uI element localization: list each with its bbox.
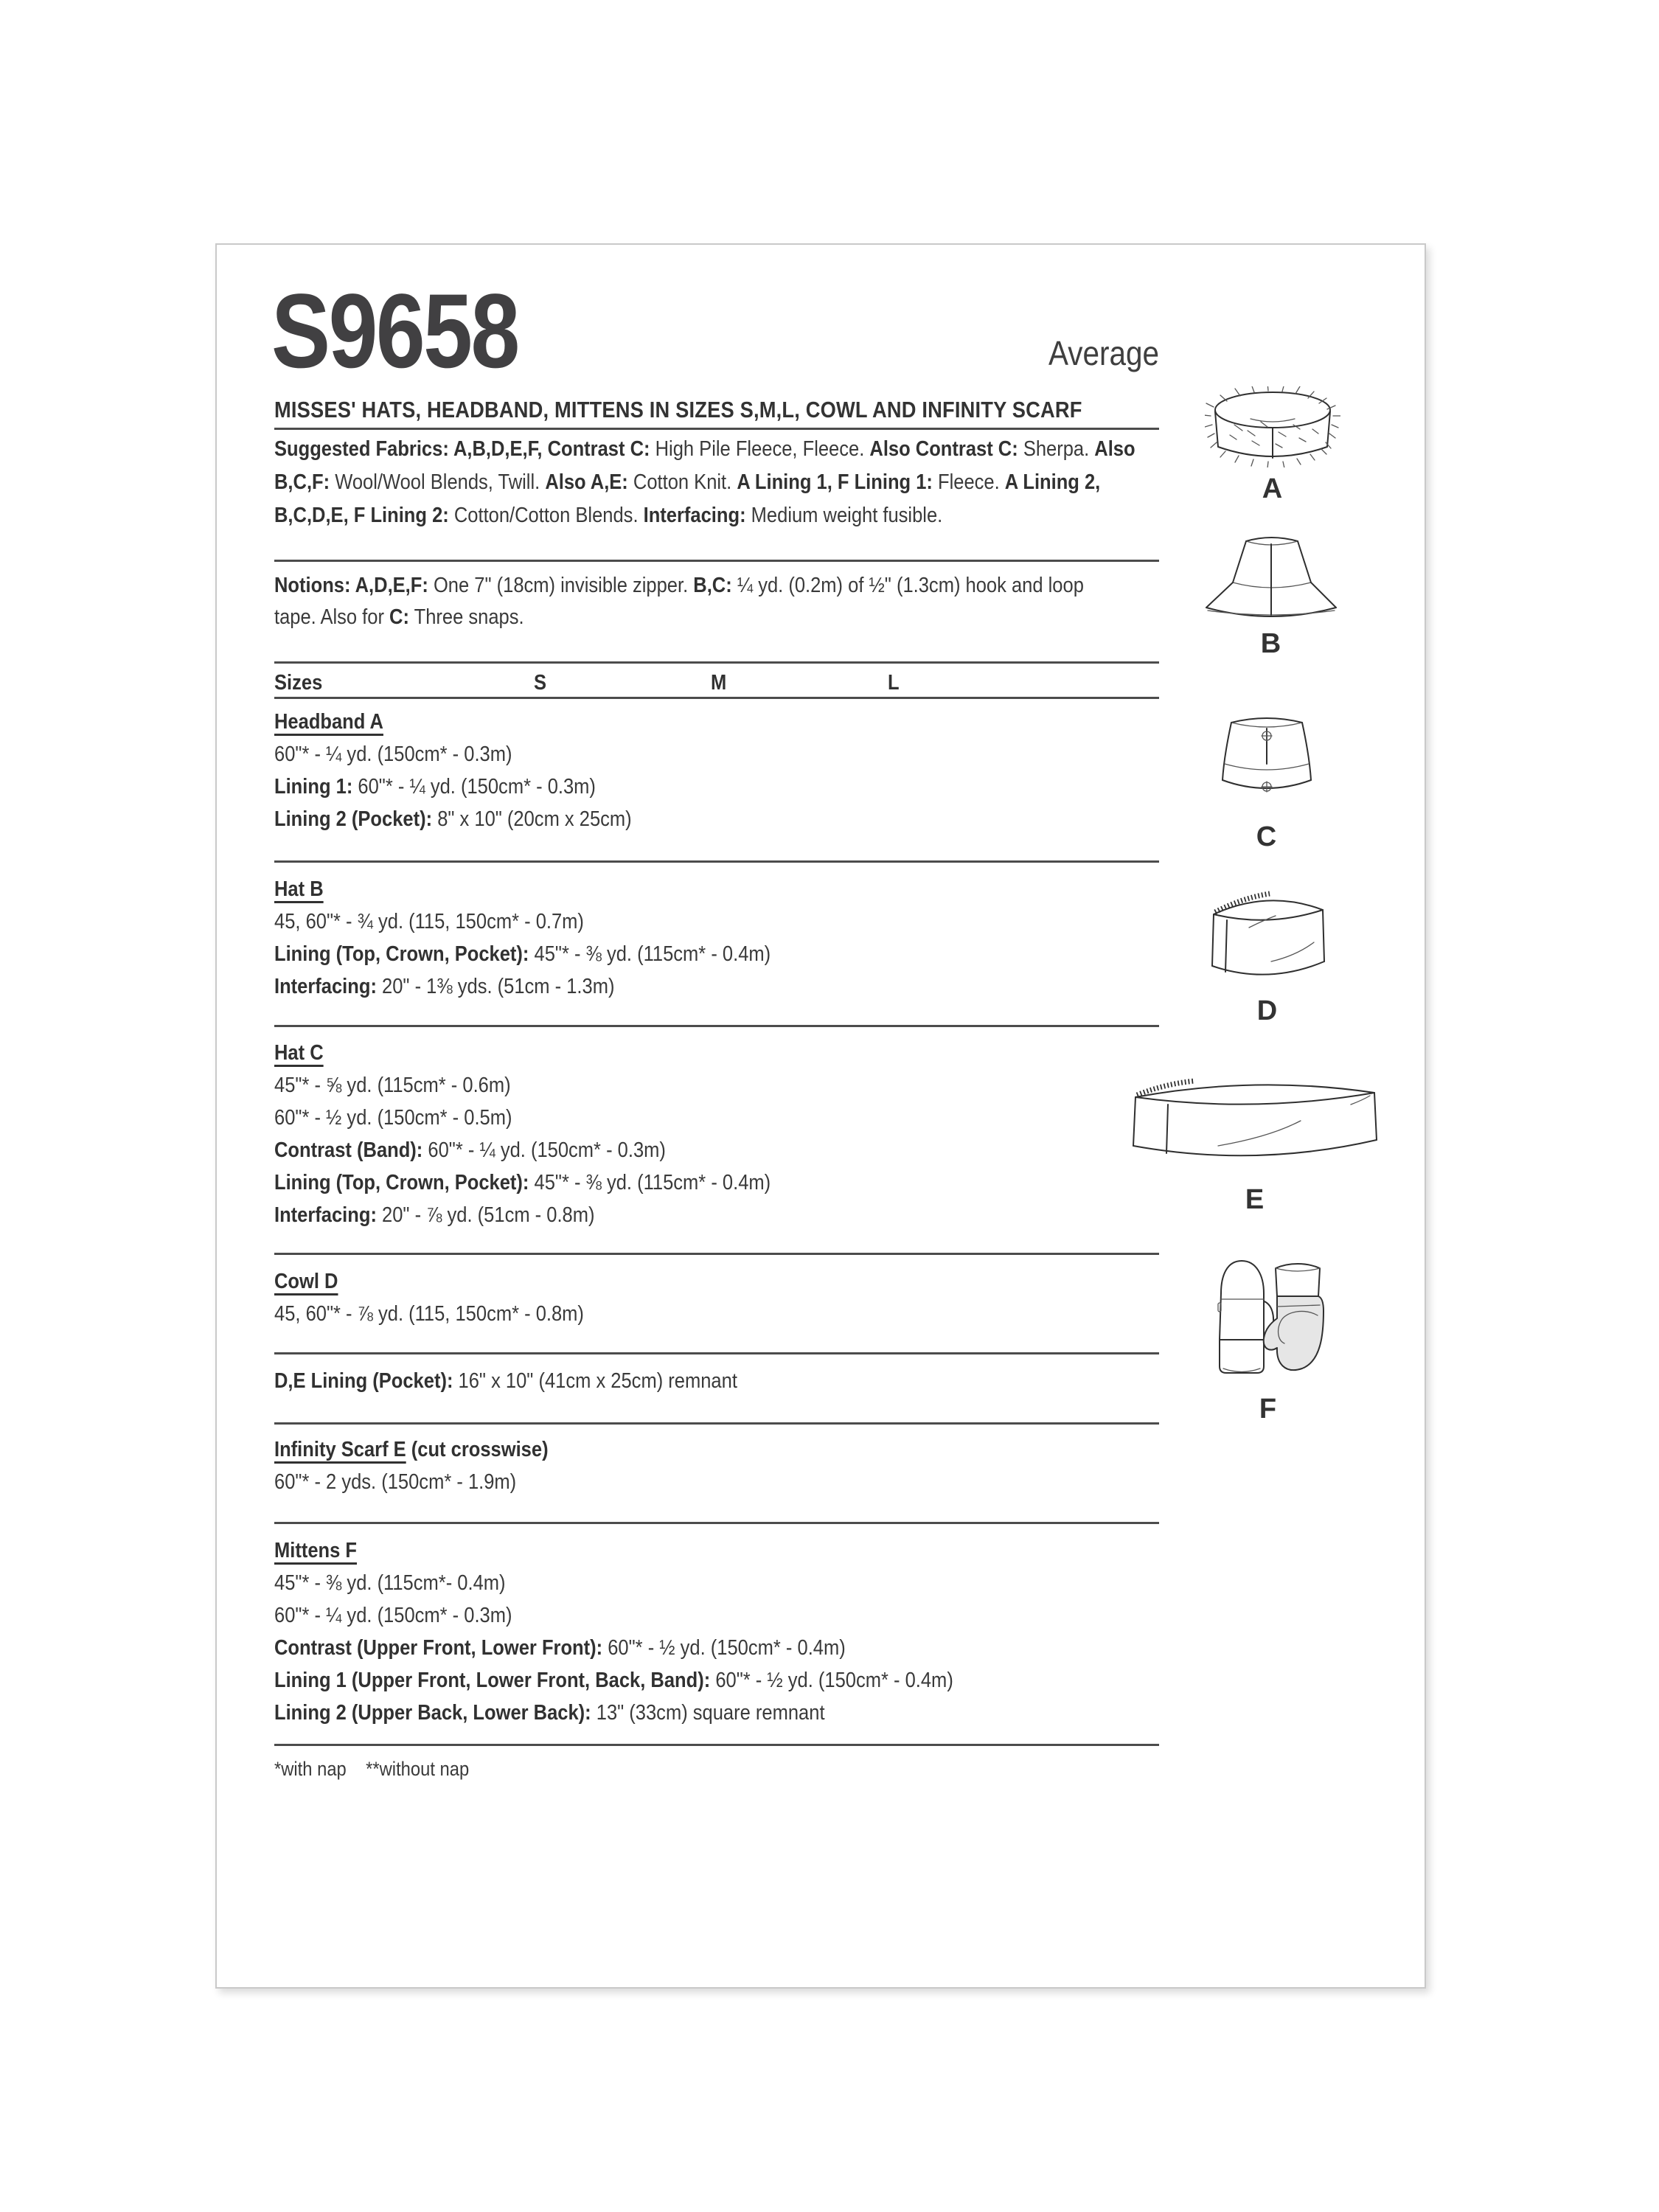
- notions-line: Notions: A,D,E,F: One 7" (18cm) invisible zipper. B,C: ¼ yd. (0.2m) of ½" (1.3cm) hook and loop: [274, 574, 1084, 597]
- suggested-fabrics-line: Suggested Fabrics: A,B,D,E,F, Contrast C: High Pile Fleece, Fleece. Also Contrast C: Sherpa. Also: [274, 437, 1135, 461]
- figure-e-label: E: [1245, 1184, 1265, 1215]
- section-title: Hat B: [274, 877, 324, 901]
- yardage-line: 60"* - 2 yds. (150cm* - 1.9m): [274, 1470, 517, 1494]
- figure-view-a: [1205, 386, 1340, 505]
- figure-view-e: [1130, 1075, 1380, 1216]
- pattern-number: S9658: [271, 273, 518, 390]
- notions-line: tape. Also for C: Three snaps.: [274, 605, 524, 629]
- size-column-m: M: [711, 671, 727, 695]
- yardage-line: 60"* - ¼ yd. (150cm* - 0.3m): [274, 1604, 512, 1627]
- section-title: Infinity Scarf E (cut crosswise): [274, 1438, 549, 1461]
- divider-rule: [274, 1522, 1159, 1524]
- pattern-envelope-back: [215, 243, 1426, 1989]
- yardage-line: 45"* - ⅜ yd. (115cm*- 0.4m): [274, 1571, 506, 1595]
- yardage-line: 45, 60"* - ¾ yd. (115, 150cm* - 0.7m): [274, 910, 584, 933]
- figure-b-label: B: [1260, 628, 1282, 659]
- yardage-line: 45, 60"* - ⅞ yd. (115, 150cm* - 0.8m): [274, 1302, 584, 1326]
- yardage-line: 60"* - ¼ yd. (150cm* - 0.3m): [274, 742, 512, 766]
- yardage-line: Interfacing: 20" - 1⅜ yds. (51cm - 1.3m): [274, 975, 615, 998]
- yardage-line: Lining (Top, Crown, Pocket): 45"* - ⅜ yd. (115cm* - 0.4m): [274, 1171, 771, 1194]
- yardage-line: Interfacing: 20" - ⅞ yd. (51cm - 0.8m): [274, 1203, 595, 1227]
- yardage-line: Contrast (Band): 60"* - ¼ yd. (150cm* - 0.3m): [274, 1138, 666, 1162]
- divider-rule: [274, 1025, 1159, 1027]
- yardage-line: D,E Lining (Pocket): 16" x 10" (41cm x 25cm) remnant: [274, 1369, 737, 1393]
- section-title: Hat C: [274, 1041, 324, 1065]
- divider-rule: [274, 860, 1159, 863]
- size-column-l: L: [888, 671, 900, 695]
- snap-icon: [1262, 731, 1272, 741]
- divider-rule: [274, 560, 1159, 562]
- divider-rule: [274, 661, 1159, 664]
- figure-c-label: C: [1256, 821, 1278, 852]
- infinity-scarf-illustration: [1130, 1075, 1380, 1165]
- yardage-line: Lining 1 (Upper Front, Lower Front, Back, Band): 60"* - ½ yd. (150cm* - 0.4m): [274, 1669, 953, 1692]
- sizes-label: Sizes: [274, 671, 323, 695]
- figure-f-label: F: [1259, 1394, 1278, 1425]
- snap-icon: [1262, 782, 1272, 792]
- section-title: Cowl D: [274, 1270, 338, 1293]
- figure-view-c: [1208, 711, 1326, 853]
- yardage-line: 45"* - ⅝ yd. (115cm* - 0.6m): [274, 1074, 511, 1097]
- section-title: Headband A: [274, 710, 383, 734]
- yardage-line: Lining 1: 60"* - ¼ yd. (150cm* - 0.3m): [274, 775, 596, 799]
- section-title: Mittens F: [274, 1539, 358, 1562]
- nap-footnote: *with nap **without nap: [274, 1758, 470, 1780]
- fur-headband-illustration: [1205, 386, 1340, 467]
- yardage-line: Contrast (Upper Front, Lower Front): 60"* - ½ yd. (150cm* - 0.4m): [274, 1636, 846, 1660]
- suggested-fabrics-line: B,C,F: Wool/Wool Blends, Twill. Also A,E: Cotton Knit. A Lining 1, F Lining 1: Fleece. A Lining 2,: [274, 470, 1101, 494]
- mittens-illustration: [1203, 1256, 1333, 1388]
- difficulty-rating: Average: [1048, 334, 1159, 372]
- cowl-illustration: [1203, 885, 1332, 990]
- figure-view-f: [1202, 1256, 1335, 1425]
- yardage-line: 60"* - ½ yd. (150cm* - 0.5m): [274, 1106, 512, 1130]
- divider-rule: [274, 1352, 1159, 1354]
- figure-d-label: D: [1256, 995, 1279, 1026]
- divider-rule: [274, 1422, 1159, 1425]
- divider-rule: [274, 1253, 1159, 1255]
- divider-rule: [274, 428, 1159, 430]
- figure-view-b: [1197, 532, 1345, 660]
- yardage-line: Lining 2 (Pocket): 8" x 10" (20cm x 25cm): [274, 807, 632, 831]
- page-title: MISSES' HATS, HEADBAND, MITTENS IN SIZES S,M,L, COWL AND INFINITY SCARF: [274, 397, 1082, 422]
- yardage-line: Lining 2 (Upper Back, Lower Back): 13" (33cm) square remnant: [274, 1701, 825, 1725]
- size-column-s: S: [534, 671, 547, 695]
- divider-rule: [274, 1744, 1159, 1746]
- yardage-line: Lining (Top, Crown, Pocket): 45"* - ⅜ yd. (115cm* - 0.4m): [274, 942, 771, 966]
- bucket-hat-illustration: [1199, 532, 1343, 622]
- figure-a-label: A: [1262, 473, 1284, 504]
- figure-view-d: [1202, 885, 1333, 1027]
- sizes-header-row: [217, 671, 1425, 700]
- suggested-fabrics-line: B,C,D,E, F Lining 2: Cotton/Cotton Blends. Interfacing: Medium weight fusible.: [274, 504, 943, 527]
- snap-hat-illustration: [1209, 711, 1324, 815]
